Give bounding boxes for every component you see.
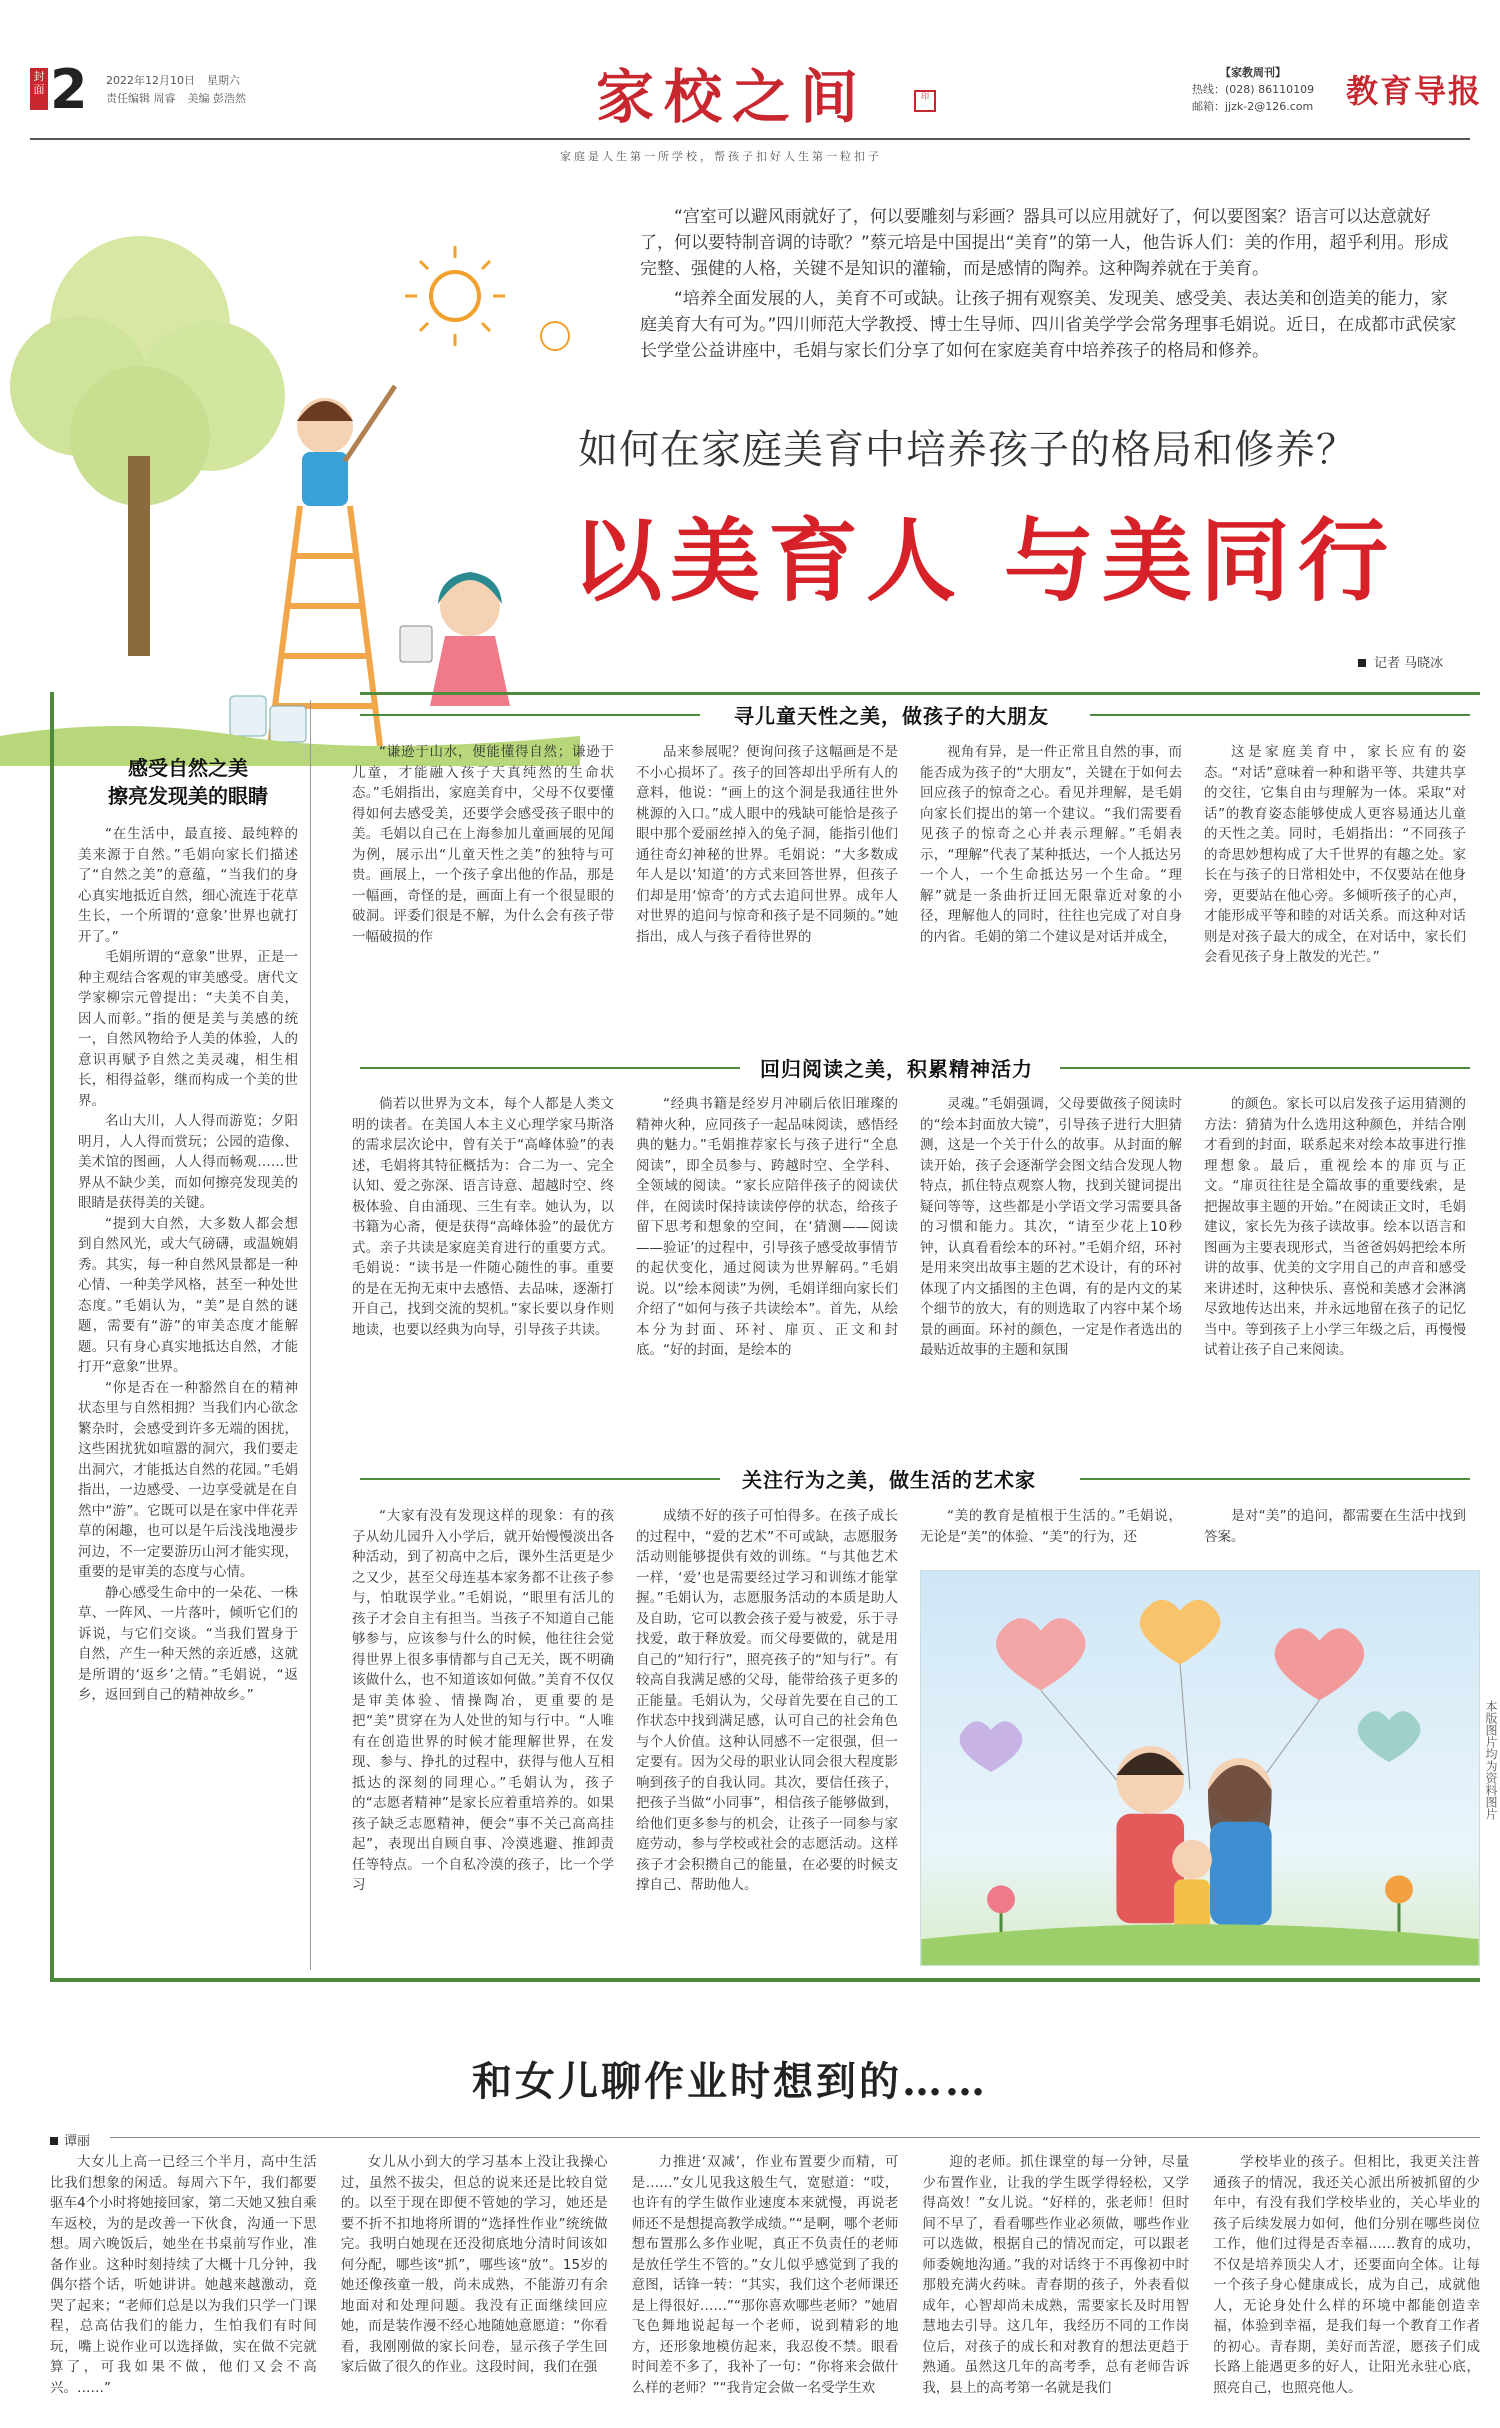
lead-paragraph: “培养全面发展的人，美育不可或缺。让孩子拥有观察美、发现美、感受美、表达美和创造美的能力，家庭美育大有可为。”四川师范大学教授、博士生导师、四川省美学学会常务理事毛娟说。近日，在成都市武侯家长学堂公益讲座中，毛娟与家长们分享了如何在家庭美育中培养孩子的格局和修养。 (640, 289, 1457, 361)
column-text: 灵魂。”毛娟强调，父母要做孩子阅读时的“绘本封面放大镜”，引导孩子进行大胆猜测，这是一个关于什么的故事。从封面的解读开始，孩子会逐渐学会图文结合发现人物特点，抓住特点观察人物，找到关键词提出疑问等等，这些都是小学语文学习需要具备的习惯和能力。其次，“请至少花上10秒钟，认真看看绘本的环衬。”毛娟介绍，环衬是用来突出故事主题的艺术设计，有的环衬体现了内文插图的主色调，有的是内文的某个细节的放大，有的则选取了内容中某个场景的画面。环衬的颜色，一定是作者选出的最贴近故事的主题和氛围 (920, 1096, 1182, 1358)
text-column (632, 2152, 899, 2428)
page-number-badge (30, 58, 88, 121)
section-rule (360, 1478, 720, 1480)
text-column (1204, 742, 1466, 1002)
column-text: 倘若以世界为文本，每个人都是人类文明的读者。在美国人本主义心理学家马斯洛的需求层次论中，曾有关于“高峰体验”的表述，毛娟将其特征概括为：合二为一、完全认知、爱之弥深、语言诗意、超越时空、终极体验、自由涌现、三生有幸。她认为，以书籍为心斋，便是获得“高峰体验”的最优方式。亲子共读是家庭美育进行的重要方式。毛娟说：“读书是一件随心随性的事。重要的是在无拘无束中去感悟、去品味，逐渐打开自己，找到交流的契机。”家长要以身作则地读，也要以经典为向导，引导孩子共读。 (352, 1096, 614, 1338)
bottom-article-author: 谭丽 (50, 2130, 90, 2149)
page-tag: 封面 (30, 68, 48, 110)
tree-trunk (128, 456, 150, 656)
text-column (1204, 1094, 1466, 1394)
column-text: “大家有没有发现这样的现象：有的孩子从幼儿园升入小学后，就开始慢慢淡出各种活动，到了初高中之后，课外生活更是少之又少，甚至父母连基本家务都不让孩子参与，怕耽误学业。”毛娟说，“眼里有活儿的孩子才会自主有担当。当孩子不知道自己能够参与，应该参与什么的时候，他往往会觉得世界上很多事情都与自己无关，既不明确该做什么，也不知道该如何做。”美育不仅仅是审美体验、情操陶冶，更重要的是把“美”贯穿在为人处世的知与行中。“人唯有在创造世界的时候才能理解世界，在发现、参与、挣扎的过程中，获得与他人互相抵达的深刻的同理心。”毛娟认为，孩子的“志愿者精神”是家长应着重培养的。如果孩子缺乏志愿精神，便会“事不关己高高挂起”，表现出自顾自事、冷漠逃避、推卸责任等特点。一个自私冷漠的孩子，比一个学习 (352, 1508, 614, 1893)
sidebar-paragraph: 静心感受生命中的一朵花、一株草、一阵风、一片落叶，倾听它们的诉说，与它们交谈。“当我们置身于自然，产生一种天然的亲近感，这就是所谓的‘返乡’之情。”毛娟说，“返乡，返回到自己的精神故乡。” (78, 1584, 298, 1703)
column-text: 是对“美”的追问，都需要在生活中找到答案。 (1204, 1508, 1466, 1545)
brand-logo: 教育导报 (1346, 72, 1483, 110)
section-3-columns-right (920, 1506, 1470, 1566)
sidebar-article (78, 754, 298, 1706)
boy-shirt (302, 452, 348, 506)
main-headline (572, 488, 1396, 618)
bottom-article-title: 和女儿聊作业时想到的…… (472, 2058, 988, 2105)
balloon-strings (1041, 1665, 1320, 1820)
section-title: 回归阅读之美，积累精神活力 (760, 1057, 1033, 1081)
contact-info (1192, 64, 1314, 115)
header-divider (30, 138, 1470, 140)
column-text: “谦逊于山水，便能懂得自然；谦逊于儿童，才能融入孩子天真纯然的生命状态。”毛娟指出，家庭美育中，父母不仅要懂得如何去感受美，还要学会感受孩子眼中的美。毛娟以自己在上海参加儿童画展的见闻为例，展示出“儿童天性之美”的独特与可贵。画展上，一个孩子拿出他的作品，那是一幅画，奇怪的是，画面上有一个很显眼的破洞。评委们很是不解，为什么会有孩子带一幅破损的作 (352, 744, 614, 945)
text-column (352, 1094, 614, 1394)
hero-illustration (0, 176, 580, 766)
column-text: 女儿从小到大的学习基本上没让我操心过，虽然不拔尖，但总的说来还是比较自觉的。以至于现在即便不管她的学习，她还是要不折不扣地将所谓的“选择性作业”统统做完。我明白她现在还没彻底地分清时间该如何分配，哪些该“抓”，哪些该“放”。15岁的她还像孩童一般，尚未成熟，不能游刃有余地面对和处理问题。我没有正面继续回应她，而是装作漫不经心地随她意愿道：“你看看，我刚刚做的家长问卷，显示孩子学生回家后做了很久的作业。这段时间，我们在强 (340, 2154, 608, 2375)
masthead (0, 0, 1500, 170)
column-text: 大女儿上高一已经三个半月，高中生活比我们想象的闲适。每周六下午，我们都要驱车4个小时将她接回家，第二天她又独自乘车返校，为的是改善一下伙食，沟通一下思想。周六晚饭后，她坐在书桌前写作业，准备作业。这种时刻持续了大概十几分钟，我偶尔搭个话，听她讲讲。她越来越激动，竟哭了起来；“老师们总是以为我们只学一门课程，总高估我们的能力，生怕我们有时间玩，嘴上说作业可以选择做，实在做不完就算了，可我如果不做，他们又会不高兴。……” (50, 2154, 317, 2396)
email: 邮箱：jjzk-2@126.com (1192, 100, 1314, 113)
section-rule (1090, 714, 1470, 716)
column-text: 的颜色。家长可以启发孩子运用猜测的方法：猜猜为什么选用这种颜色，并结合刚才看到的封面，联系起来对绘本故事进行推理想象。最后，重视绘本的扉页与正文。“扉页往往是全篇故事的重要线索，是把握故事主题的开始。”在阅读正文时，毛娟建议，家长先为孩子读故事。绘本以语言和图画为主要表现形式，当爸爸妈妈把绘本所讲的故事、优美的文字用自己的声音和感受来讲述时，这种快乐、喜悦和美感才会淋漓尽致地传达出来，并永远地留在孩子的记忆当中。等到孩子上小学三年级之后，再慢慢试着让孩子自己来阅读。 (1204, 1096, 1466, 1358)
family-illustration (920, 1570, 1480, 1966)
column-text: 学校毕业的孩子。但相比，我更关注普通孩子的情况，我还关心派出所被抓留的少年中，有没有我们学校毕业的，关心毕业的孩子后续发展力如何，他们分别在哪些岗位工作，他们过得是否幸福……教育的成功，不仅是培养顶尖人才，还要面向全体。让每一个孩子身心健康成长，成为自己，成就他人，无论身处什么样的环境中都能创造幸福，体验到幸福，是我们每一个教育工作者的初心。青春期，美好而苦涩，愿孩子们成长路上能遇更多的好人，让阳光永驻心底，照亮自己，也照亮他人。 (1213, 2154, 1480, 2396)
text-column (341, 2152, 608, 2428)
section-rule (360, 714, 700, 716)
sun-icon (431, 272, 479, 320)
column-title: 家校之间 (596, 63, 869, 131)
sidebar-paragraph: 名山大川，人人得而游览；夕阳明月，人人得而赏玩；公园的造像、美术馆的图画，人人得而畅观……世界从不缺少美，而如何擦亮发现美的眼睛是获得美的关键。 (78, 1113, 298, 1211)
sidebar-paragraph: 毛娟所谓的“意象”世界，正是一种主观结合客观的审美感受。唐代文学家柳宗元曾提出：“夫美不自美，因人而彰。”指的便是美与美感的统一，自然风物给予人美的体验，人的意识再赋予自然之美灵魂，相生相长，相得益彰，继而构成一个美的世界。 (78, 949, 298, 1109)
grass-ground (921, 1924, 1478, 1965)
section-title: 寻儿童天性之美，做孩子的大朋友 (734, 704, 1049, 728)
frame-top-rule (360, 692, 1480, 695)
section-rule (1060, 1067, 1470, 1069)
headline-part: 以美育人 (572, 509, 964, 614)
bottom-article-columns (50, 2152, 1480, 2428)
lead-paragraph: “宫室可以避风雨就好了，何以要雕刻与彩画？器具可以应用就好了，何以要图案？语言可以达意就好了，何以要特制音调的诗歌？”蔡元培是中国提出“美育”的第一人，他告诉人们：美的作用，超乎利用。形成完整、强健的人格，关键不是知识的灌输，而是感情的陶养。这种陶养就在于美育。 (640, 207, 1449, 279)
text-column (920, 742, 1182, 1002)
seal-stamp: 印 (914, 90, 936, 112)
section-2-columns (352, 1094, 1472, 1394)
sidebar-divider (310, 700, 311, 1970)
column-text: “美的教育是植根于生活的。”毛娟说，无论是“美”的体验、“美”的行为，还 (920, 1508, 1182, 1545)
text-column (1204, 1506, 1466, 1566)
sidebar-paragraph: “在生活中，最直接、最纯粹的美来源于自然。”毛娟向家长们描述了“自然之美”的意蕴，“当我们的身心真实地抵近自然，细心流连于花草生长，一个所谓的‘意象’世界也就打开了。” (78, 826, 298, 945)
text-column (636, 1506, 898, 1966)
sidebar-paragraph: “提到大自然，大多数人都会想到自然风光，或大气磅礴，或温婉娟秀。其实，每一种自然风景都是一种心情、一种美学风格，甚至一种处世态度。”毛娟认为，“美”是自然的谜题，需要有“游”的审美态度才能解题。只有身心真实地抵达自然，才能打开“意象”世界。 (78, 1215, 298, 1375)
text-column (636, 1094, 898, 1394)
deck-headline: 如何在家庭美育中培养孩子的格局和修养？ (578, 427, 1357, 473)
issue-meta (106, 72, 258, 108)
page-number: 2 (50, 58, 88, 121)
heart-balloons (960, 1600, 1421, 1772)
column-text: 迎的老师。抓住课堂的每一分钟，尽量少布置作业，让我的学生既学得轻松，又学得高效！”女儿说。“好样的，张老师！但时间不早了，看看哪些作业必须做，哪些作业可以选做，根据自己的情况而定，可以跟老师委婉地沟通。”我的对话终于不再像初中时那般充满火药味。青春期的孩子，外表看似成年，心智却尚未成熟，需要家长及时用智慧地去引导。这几年，我经历不同的工作岗位后，对孩子的成长和对教育的想法更趋于熟通。虽然这几年的高考季，总有老师告诉我，县上的高考第一名就是我们 (922, 2154, 1190, 2396)
issue-weekday: 星期六 (207, 74, 240, 87)
image-caption: 本版图片均为资料图片 (1484, 1700, 1498, 1820)
contact-label: 【家教周刊】 (1220, 66, 1287, 79)
headline-part: 与美同行 (1004, 509, 1396, 614)
text-column (352, 742, 614, 1002)
text-column (636, 742, 898, 1002)
lead-paragraphs (640, 204, 1460, 364)
text-column (50, 2152, 317, 2428)
column-text: 力推进‘双减’，作业布置要少而精，可是……”女儿见我这般生气，宽慰道：“哎，也许有的学生做作业速度本来就慢，再说老师还不是想提高教学成绩。”“是啊，哪个老师想布置那么多作业呢，真正不负责任的老师是放任学生不管的。”女儿似乎感觉到了我的意图，话锋一转：“其实，我们这个老师课还是上得很好……”“那你喜欢哪些老师？”她眉飞色舞地说起每一个老师，说到精彩的地方，还形象地模仿起来，我忍俊不禁。眼看时间差不多了，我补了一句：“你将来会做什么样的老师？”“我肯定会做一名受学生欢 (631, 2154, 899, 2396)
section-1-columns (352, 742, 1472, 1002)
art-editor-credit: 美编 彭浩然 (187, 92, 246, 105)
text-column (920, 1506, 1182, 1566)
reporter-byline: 记者 马晓冰 (1358, 652, 1443, 671)
column-text: “经典书籍是经岁月冲刷后依旧璀璨的精神火种，应同孩子一起品味阅读，感悟经典的魅力。”毛娟推荐家长与孩子进行“全息阅读”，即全员参与、跨越时空、全学科、全领域的阅读。“家长应陪伴孩子的阅读伏伴，在阅读时保持读读停停的状态，给孩子留下思考和想象的空间，在‘猜测——阅读——验证’的过程中，引导孩子感受故事情节的起伏变化，通过阅读为世界解码。”毛娟说。以“绘本阅读”为例，毛娟详细向家长们介绍了“如何与孩子共读绘本”。首先，从绘本分为封面、环衬、扉页、正文和封底。“好的封面，是绘本的 (636, 1096, 898, 1358)
family-figures (1116, 1746, 1271, 1929)
section-rule (1080, 1478, 1470, 1480)
column-text: 这是家庭美育中，家长应有的姿态。“对话”意味着一种和谐平等、共建共享的交往，它集自由与理解为一体。采取“对话”的教育姿态能够使成人更容易通达儿童的天性之美。同时，毛娟指出：“不同孩子的奇思妙想构成了大千世界的有趣之处。家长在与孩子的日常相处中，不仅要站在他身旁，更要站在他心旁。多倾听孩子的心声，才能形成平等和睦的对话关系。而这种对话则是对孩子最大的成全，在对话中，家长们会看见孩子身上散发的光芒。” (1204, 744, 1466, 965)
sidebar-paragraph: “你是否在一种豁然自在的精神状态里与自然相拥？当我们内心欲念繁杂时，会感受到许多无端的困扰，这些困扰犹如喧嚣的洞穴，我们要走出洞穴，才能抵达自然的花园。”毛娟指出，一边感受、一边享受就是在自然中“游”。它既可以是在家中伴花弄草的闲趣，也可以是午后浅浅地漫步河边，不一定要游历山河才能实现，重要的是审美的态度与心情。 (78, 1379, 298, 1580)
section-3-columns-left (352, 1506, 912, 1966)
section-rule (360, 1067, 740, 1069)
sun-rays (405, 246, 505, 346)
issue-date: 2022年12月10日 (106, 74, 195, 87)
column-text: 品来参展呢？便询问孩子这幅画是不是不小心损坏了。孩子的回答却出乎所有人的意料，他说：“画上的这个洞是我通往世外桃源的入口。”成人眼中的残缺可能恰是孩子眼中那个爱丽丝掉入的兔子洞，能指引他们通往奇幻神秘的世界。毛娟说：“大多数成年人是以‘知道’的方式来回答世界，但孩子们却是用‘惊奇’的方式去追问世界。成年人对世界的追问与惊奇和孩子是不同频的。”她指出，成人与孩子看待世界的 (636, 744, 898, 945)
column-text: 视角有异，是一件正常且自然的事，而能否成为孩子的“大朋友”，关键在于如何去回应孩子的惊奇之心。看见并理解，是毛娟向家长们提出的第一个建议。“我们需要看见孩子的惊奇之心并表示理解。”毛娟表示，“理解”代表了某种抵达，一个人抵达另一个人，一个生命抵达另一个生命。“理解”就是一条曲折迂回无限靠近对象的小径，理解他人的同时，往往也完成了对自身的内省。毛娟的第二个建议是对话并成全， (920, 744, 1182, 945)
text-column (1213, 2152, 1480, 2428)
column-title-block (596, 50, 929, 131)
boy-hair (297, 401, 353, 421)
column-text: 成绩不好的孩子可怕得多。在孩子成长的过程中，“爱的艺术”不可或缺，志愿服务活动则能够提供有效的训练。“与其他艺术一样，‘爱’也是需要经过学习和训练才能掌握。”毛娟认为，志愿服务活动的本质是助人及自助，它可以教会孩子爱与被爱，乐于寻找爱，敢于释放爱。而父母要做的，就是用自己的“知行行”，照亮孩子的“知与行”。有较高自我满足感的父母，能带给孩子更多的正能量。毛娟认为，父母首先要在自己的工作状态中找到满足感，认可自己的社会角色与个人价值。这种认同感不一定很强，但一定要有。因为父母的职业认同会很大程度影响到孩子的自我认同。其次，要信任孩子，把孩子当做“小同事”，相信孩子能够做到，给他们更多参与的机会，让孩子一同参与家庭劳动，参与学校或社会的志愿活动。这样孩子才会积攒自己的能量，在必要的时候支撑自己、帮助他人。 (636, 1508, 898, 1893)
hotline: 热线：(028) 86110109 (1192, 83, 1315, 96)
editor-credit: 责任编辑 周睿 (106, 92, 176, 105)
bottom-article-rule (110, 2137, 1480, 2138)
sidebar-title (78, 754, 298, 810)
text-column (920, 1094, 1182, 1394)
sidebar-title-line: 擦亮发现美的眼睛 (108, 784, 268, 808)
smiley-icon (541, 322, 569, 350)
section-title: 关注行为之美，做生活的艺术家 (742, 1468, 1036, 1492)
text-column (352, 1506, 614, 1966)
slogan: 家庭是人生第一所学校，帮孩子扣好人生第一粒扣子 (560, 150, 882, 163)
sidebar-title-line: 感受自然之美 (128, 756, 248, 780)
paint-bucket-icon (400, 626, 432, 662)
text-column (922, 2152, 1189, 2428)
